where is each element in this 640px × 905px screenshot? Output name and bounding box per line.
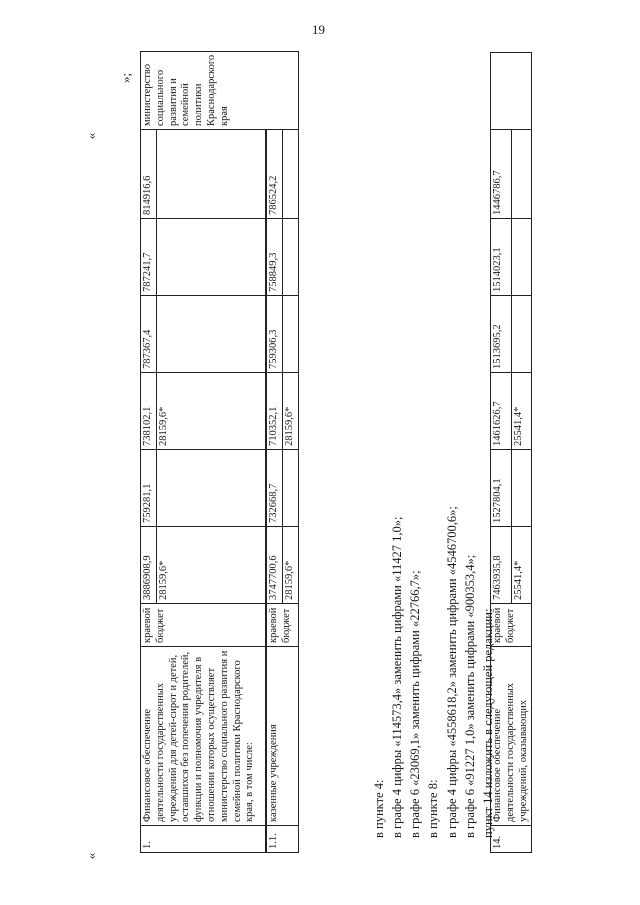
sub-value-empty: [511, 129, 532, 218]
instruction-line: в пункте 4:: [372, 779, 386, 838]
page-number: 19: [312, 22, 325, 37]
value-total: 7463935,8: [491, 526, 512, 603]
value-year-4: 758849,3: [266, 218, 282, 295]
quote-open-bottom: «: [83, 852, 99, 860]
sub-value-year-2: 28159,6*: [156, 372, 266, 449]
sub-value-empty: [511, 295, 532, 372]
value-year-4: 1514023,1: [491, 218, 512, 295]
sub-value-empty: [283, 218, 299, 295]
table-row: [491, 52, 512, 852]
sub-value-total: 25541,4*: [511, 526, 532, 603]
sub-value-total: 28159,6*: [156, 526, 266, 603]
table-point-14: [490, 52, 532, 853]
sub-value-empty: [283, 449, 299, 526]
row-number: 1.: [141, 825, 267, 852]
quote-open-top: «: [83, 132, 99, 140]
value-year-1: 732668,7: [266, 449, 282, 526]
instruction-line: в пункте 8:: [426, 779, 441, 838]
instruction-line: в графе 6 «23069,1» заменить цифрами «22766,7»;: [408, 569, 423, 838]
value-year-3: 759306,3: [266, 295, 282, 372]
value-year-2: 738102,1: [141, 372, 157, 449]
sub-value-empty: [283, 129, 299, 218]
amendment-text: [370, 506, 497, 838]
value-year-5: 1446786,7: [491, 129, 512, 218]
sub-value-year-2: 25541,4*: [511, 372, 532, 449]
rotated-page-content: [100, 33, 540, 873]
value-year-5: 814916,6: [141, 129, 157, 218]
value-year-2: 710352,1: [266, 372, 282, 449]
instruction-line: в графе 6 «91227 1,0» заменить цифрами «900353,4»;: [462, 554, 477, 838]
sub-value-empty: [511, 218, 532, 295]
executor: министерство социального развития и семейной политики Краснодарского края: [141, 51, 299, 129]
value-year-2: 1461626,7: [491, 372, 512, 449]
row-source: краевой бюджет: [141, 603, 267, 646]
instruction-line: в графе 4 цифры «114573,4» заменить цифрами «11427 1,0»;: [390, 515, 405, 838]
table-program-rows: [140, 50, 299, 852]
value-year-1: 1527804,1: [491, 449, 512, 526]
row-number: 14.: [491, 825, 532, 852]
table-row: [266, 51, 282, 852]
value-total: 3747700,6: [266, 526, 282, 603]
row-name: Финансовое обеспечение деятельности государственных учреждений, оказывающих: [491, 646, 532, 825]
row-name: Финансовое обеспечение деятельности государственных учреждений для детей-сирот и детей, оставшихся без попечения родителей, функции и полномочия учредителя в отношении которых осуществляет министерство социального развития и семейной политики Краснодарского края, в том числе:: [141, 646, 267, 825]
value-year-3: 1513695,2: [491, 295, 512, 372]
instruction-line: пункт 14 изложить в следующей редакции:: [480, 608, 495, 838]
row-name: казенные учреждения: [266, 646, 298, 825]
instruction-line: в графе 4 цифры «4558618,2» заменить цифрами «4546700,6»;: [444, 505, 459, 838]
row-number: 1.1.: [266, 825, 298, 852]
value-total: 3886908,9: [141, 526, 157, 603]
sub-value-empty: [156, 295, 266, 372]
value-year-4: 787241,7: [141, 218, 157, 295]
sub-value-empty: [511, 449, 532, 526]
row-source: краевой бюджет: [491, 603, 532, 646]
sub-value-empty: [156, 129, 266, 218]
table-row: [141, 51, 157, 852]
sub-value-empty: [156, 218, 266, 295]
sub-value-empty: [156, 449, 266, 526]
sub-value-total: 28159,6*: [283, 526, 299, 603]
row-source: краевой бюджет: [266, 603, 298, 646]
sub-value-empty: [283, 295, 299, 372]
sub-value-year-2: 28159,6*: [283, 372, 299, 449]
value-year-1: 759281,1: [141, 449, 157, 526]
executor-empty: [491, 52, 532, 129]
value-year-3: 787367,4: [141, 295, 157, 372]
value-year-5: 786524,2: [266, 129, 282, 218]
closing-mark: »;: [118, 72, 133, 83]
